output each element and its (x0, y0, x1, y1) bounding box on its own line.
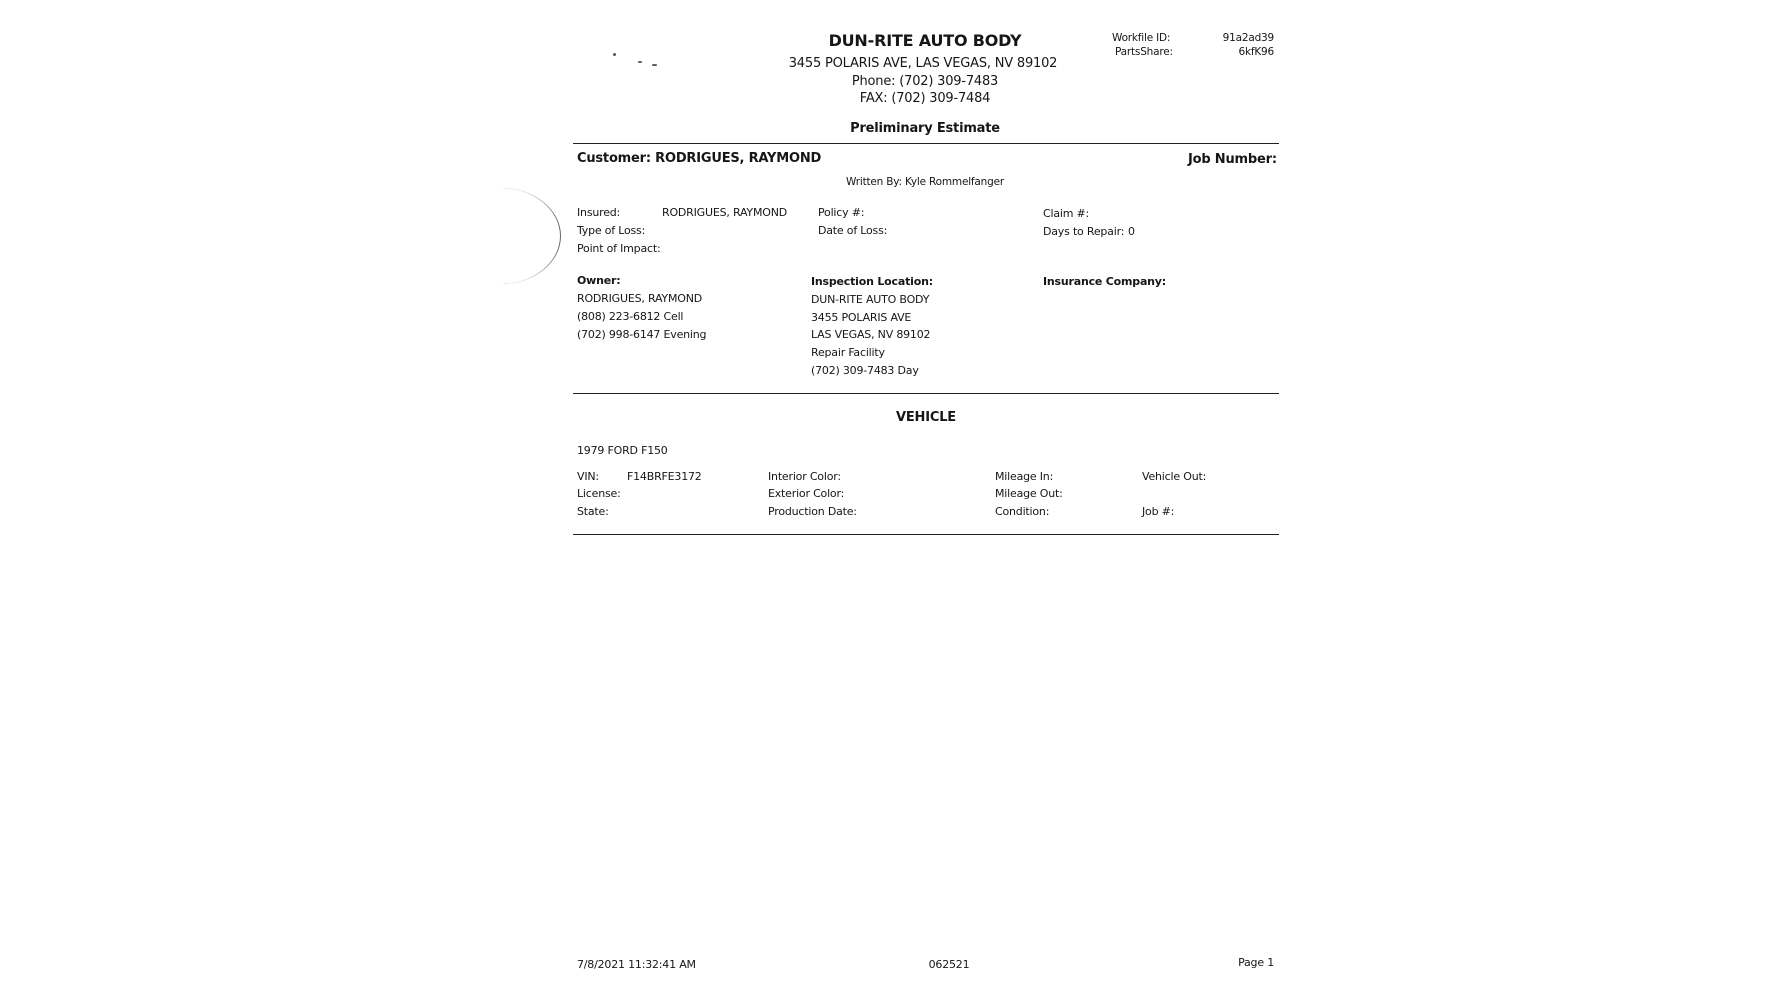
vehicle-bottom-divider (573, 534, 1279, 535)
vehicle-section-title: VEHICLE (896, 410, 956, 425)
owner-phone-cell: (808) 223-6812 Cell (577, 310, 684, 323)
document-title: Preliminary Estimate (850, 121, 1000, 136)
production-date-label: Production Date: (768, 505, 857, 518)
state-label: State: (577, 505, 609, 518)
inspection-location-heading: Inspection Location: (811, 275, 933, 288)
footer-page-number: Page 1 (1238, 956, 1274, 969)
license-label: License: (577, 487, 621, 500)
vehicle-top-divider (573, 393, 1279, 394)
inspection-location-type: Repair Facility (811, 346, 885, 359)
footer-timestamp: 7/8/2021 11:32:41 AM (577, 958, 696, 971)
mileage-in-label: Mileage In: (995, 470, 1054, 483)
partsshare-label: PartsShare: (1115, 46, 1173, 58)
job-label: Job #: (1142, 505, 1175, 518)
scan-arc-mark (500, 188, 561, 284)
header-divider (573, 143, 1279, 144)
company-phone: Phone: (702) 309-7483 (851, 74, 999, 89)
vin-label: VIN: (577, 470, 599, 483)
insurance-company-heading: Insurance Company: (1043, 275, 1166, 288)
company-address: 3455 POLARIS AVE, LAS VEGAS, NV 89102 (788, 56, 1058, 71)
company-fax: FAX: (702) 309-7484 (859, 91, 991, 106)
condition-label: Condition: (995, 505, 1050, 518)
job-number-label: Job Number: (1188, 152, 1277, 167)
days-to-repair-value: 0 (1128, 225, 1135, 238)
vehicle-description: 1979 FORD F150 (577, 444, 668, 457)
point-of-impact-label: Point of Impact: (577, 242, 661, 255)
written-by: Written By: Kyle Rommelfanger (846, 176, 1004, 188)
owner-heading: Owner: (577, 274, 621, 287)
inspection-location-phone: (702) 309-7483 Day (811, 364, 919, 377)
company-name: DUN-RITE AUTO BODY (828, 31, 1022, 50)
scan-speck (638, 61, 642, 63)
inspection-location-street: 3455 POLARIS AVE (811, 311, 912, 324)
policy-label: Policy #: (818, 206, 865, 219)
owner-phone-evening: (702) 998-6147 Evening (577, 328, 707, 341)
inspection-location-city: LAS VEGAS, NV 89102 (811, 328, 931, 341)
claim-label: Claim #: (1043, 207, 1090, 220)
days-to-repair-label: Days to Repair: (1043, 225, 1125, 238)
inspection-location-name: DUN-RITE AUTO BODY (811, 293, 930, 306)
vehicle-out-label: Vehicle Out: (1142, 470, 1207, 483)
scan-speck (613, 53, 616, 56)
partsshare-value: 6kfK96 (1238, 46, 1274, 58)
vin-value: F14BRFE3172 (627, 470, 702, 483)
insured-value: RODRIGUES, RAYMOND (662, 206, 787, 219)
mileage-out-label: Mileage Out: (995, 487, 1063, 500)
exterior-color-label: Exterior Color: (768, 487, 845, 500)
type-of-loss-label: Type of Loss: (577, 224, 646, 237)
customer-name: Customer: RODRIGUES, RAYMOND (577, 151, 822, 166)
interior-color-label: Interior Color: (768, 470, 841, 483)
insured-label: Insured: (577, 206, 621, 219)
workfile-id-label: Workfile ID: (1112, 32, 1171, 44)
owner-name: RODRIGUES, RAYMOND (577, 292, 702, 305)
date-of-loss-label: Date of Loss: (818, 224, 888, 237)
workfile-id-value: 91a2ad39 (1222, 32, 1274, 44)
scan-speck (652, 64, 657, 66)
footer-code: 062521 (928, 958, 970, 971)
